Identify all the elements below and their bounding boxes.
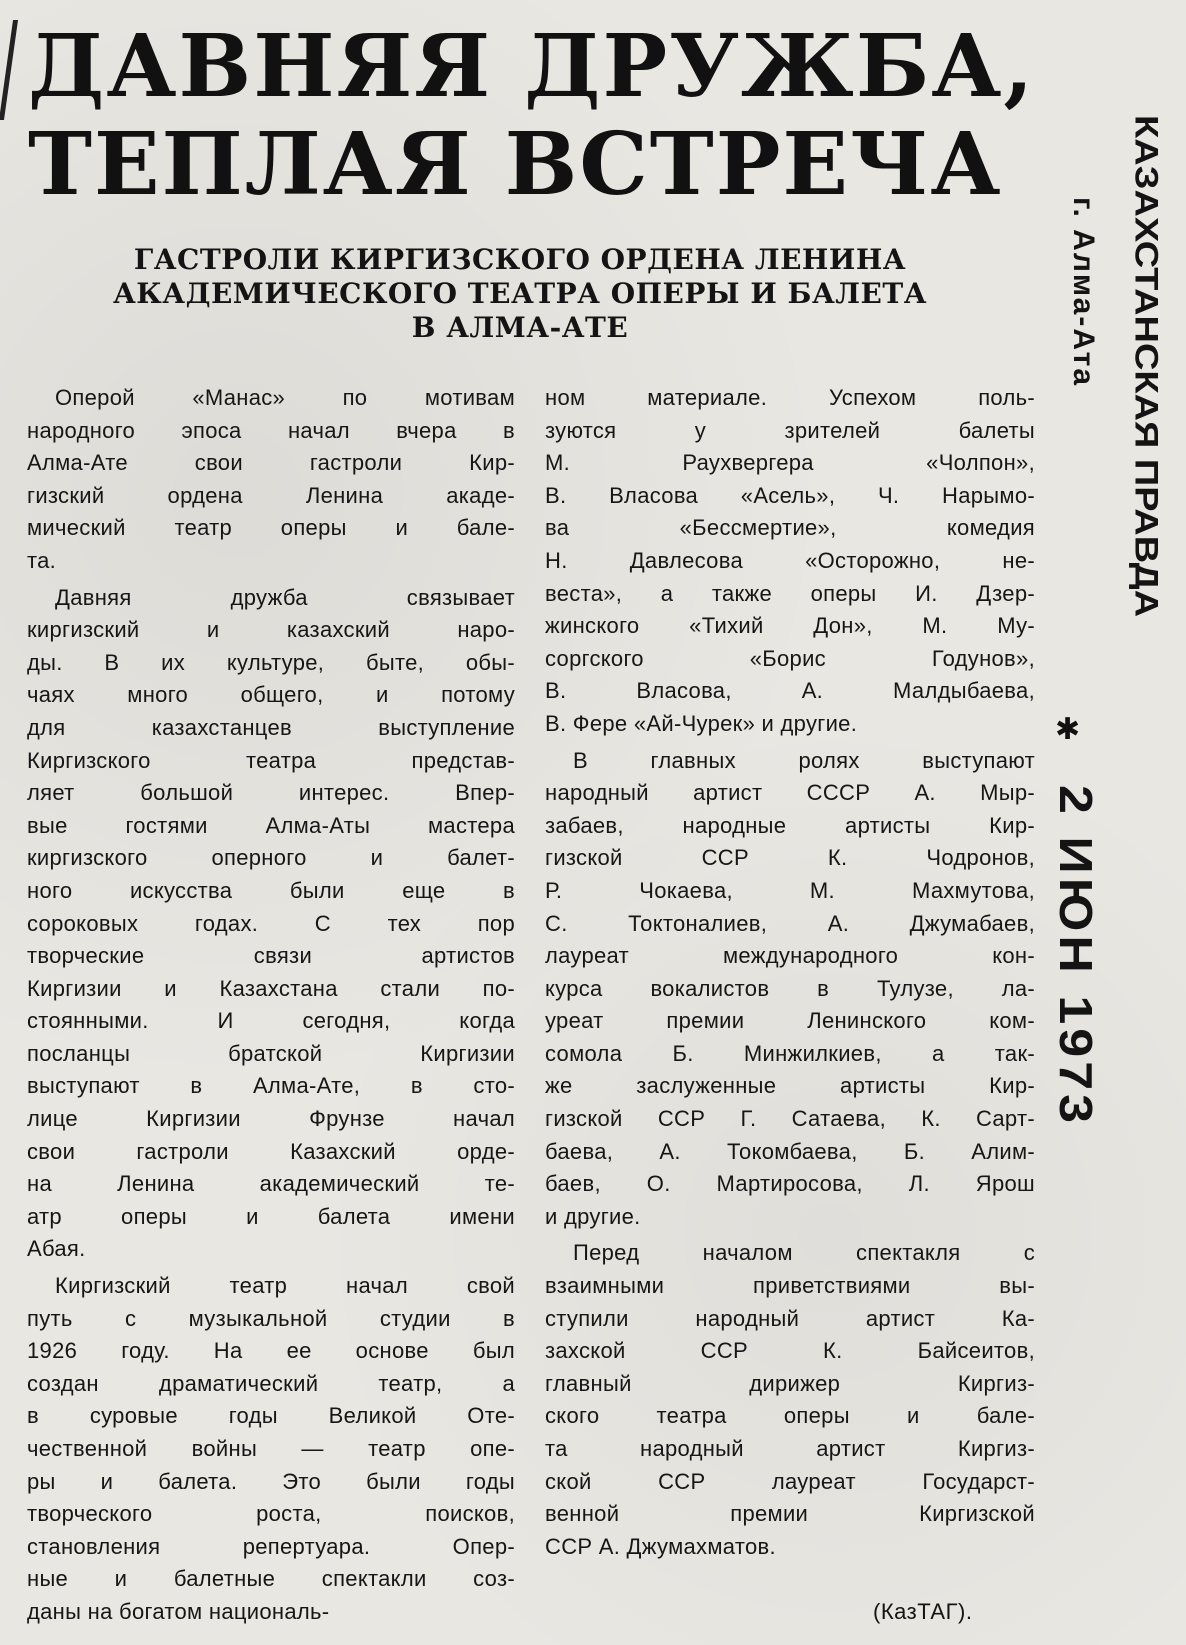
- article-line: даны на богатом националь-: [27, 1598, 330, 1624]
- agency-signoff: (КазТАГ).: [873, 1599, 973, 1624]
- article-line: ССР А. Джумахматов.: [545, 1533, 776, 1559]
- article-line: Киргизский театр начал свой: [55, 1273, 515, 1299]
- article-line: же заслуженные артисты Кир-: [545, 1073, 1035, 1099]
- article-line: Н. Давлесова «Осторожно, не-: [545, 547, 1035, 573]
- article-line: В. Власова, А. Малдыбаева,: [545, 678, 1035, 704]
- article-line: уреат премии Ленинского ком-: [545, 1008, 1035, 1034]
- article-line: ва «Бессмертие», комедия: [545, 515, 1035, 541]
- article-line: ступили народный артист Ка-: [545, 1305, 1035, 1331]
- article-line: та народный артист Киргиз-: [545, 1436, 1035, 1461]
- subheadline-line-2: АКАДЕМИЧЕСКОГО ТЕАТРА ОПЕРЫ И БАЛЕТА: [112, 277, 928, 310]
- article-line: в суровые годы Великой Оте-: [27, 1403, 515, 1429]
- article-line: гизской ССР Г. Сатаева, К. Сарт-: [545, 1106, 1035, 1132]
- article-line: С. Токтоналиев, А. Джумабаев,: [545, 910, 1035, 936]
- headline: [28, 16, 1036, 215]
- article-line: народного эпоса начал вчера в: [27, 417, 515, 443]
- article-line: 1926 году. На ее основе был: [27, 1338, 515, 1364]
- article-line: соргского «Борис Годунов»,: [545, 645, 1035, 671]
- article-line: захской ССР К. Байсеитов,: [545, 1338, 1035, 1364]
- subheadline-line-1: ГАСТРОЛИ КИРГИЗСКОГО ОРДЕНА ЛЕНИНА: [133, 243, 907, 276]
- article-line: гизской ССР К. Чодронов,: [545, 845, 1035, 871]
- article-line: Абая.: [27, 1236, 86, 1262]
- article-line: Р. Чокаева, М. Махмутова,: [545, 877, 1035, 903]
- newspaper-city: г. Алма-Ата: [1067, 197, 1100, 388]
- article-line: создан драматический театр, а: [27, 1370, 515, 1396]
- article-line: чественной войны — театр опе-: [27, 1436, 515, 1461]
- article-line: забаев, народные артисты Кир-: [545, 812, 1035, 838]
- article-line: Перед началом спектакля с: [573, 1240, 1035, 1266]
- stamp-star-icon: ✱: [1055, 713, 1081, 746]
- article-line: В главных ролях выступают: [573, 747, 1035, 773]
- article-column-left: [27, 382, 515, 1629]
- headline-line-1: ДАВНЯЯ ДРУЖБА,: [28, 16, 1036, 117]
- article-line: баева, А. Токомбаева, Б. Алим-: [545, 1138, 1035, 1164]
- article-line: лауреат международного кон-: [545, 943, 1035, 969]
- article-line: В. Фере «Ай-Чурек» и другие.: [545, 710, 858, 736]
- article-line: творческие связи артистов: [27, 943, 515, 969]
- article-line: на Ленина академический те-: [27, 1171, 515, 1197]
- article-line: творческого роста, поисков,: [27, 1501, 515, 1527]
- article-line: курса вокалистов в Тулузе, ла-: [545, 975, 1035, 1001]
- article-line: атр оперы и балета имени: [27, 1203, 515, 1229]
- article-line: Оперой «Манас» по мотивам: [55, 385, 515, 410]
- article-line: путь с музыкальной студии в: [27, 1305, 515, 1331]
- article-line: киргизский и казахский наро-: [27, 617, 515, 643]
- article-line: выступают в Алма-Ате, в сто-: [27, 1073, 515, 1099]
- newspaper-name: КАЗАХСТАНСКАЯ ПРАВДА: [1127, 115, 1164, 618]
- article-line: ляет большой интерес. Впер-: [27, 780, 515, 806]
- article-line: жинского «Тихий Дон», М. Му-: [545, 613, 1035, 639]
- article-line: ской ССР лауреат Государст-: [545, 1468, 1035, 1494]
- article-line: Киргизии и Казахстана стали по-: [27, 975, 515, 1001]
- article-line: ры и балета. Это были годы: [27, 1468, 515, 1494]
- article-line: народный артист СССР А. Мыр-: [545, 780, 1035, 806]
- article-line: посланцы братской Киргизии: [27, 1040, 515, 1066]
- article-line: веста», а также оперы И. Дзер-: [545, 580, 1035, 606]
- article-line: взаимными приветствиями вы-: [545, 1273, 1035, 1299]
- article-line: зуются у зрителей балеты: [545, 417, 1035, 443]
- article-line: та.: [27, 547, 57, 573]
- article-line: В. Власова «Асель», Ч. Нарымо-: [545, 482, 1035, 508]
- article-line: М. Раухвергера «Чолпон»,: [545, 450, 1035, 476]
- headline-line-2: ТЕПЛАЯ ВСТРЕЧА: [28, 114, 1003, 215]
- subheadline: [40, 243, 1000, 345]
- article-line: Алма-Ате свои гастроли Кир-: [27, 450, 515, 476]
- article-line: ского театра оперы и бале-: [545, 1403, 1035, 1429]
- article-line: сомола Б. Минжилкиев, а так-: [545, 1040, 1035, 1066]
- article-line: венной премии Киргизской: [545, 1501, 1035, 1527]
- article-line: ном материале. Успехом поль-: [545, 385, 1035, 410]
- article-line: сороковых годах. С тех пор: [27, 910, 515, 936]
- article-line: Киргизского театра представ-: [27, 747, 515, 773]
- article-line: лице Киргизии Фрунзе начал: [27, 1106, 515, 1132]
- article-line: главный дирижер Киргиз-: [545, 1370, 1035, 1396]
- article-line: киргизского оперного и балет-: [27, 845, 515, 871]
- article-line: баев, О. Мартиросова, Л. Ярош: [545, 1171, 1035, 1197]
- article-line: для казахстанцев выступление: [27, 714, 515, 740]
- article-line: свои гастроли Казахский орде-: [27, 1138, 515, 1164]
- article-line: ные и балетные спектакли соз-: [27, 1566, 515, 1592]
- article-line: ды. В их культуре, быте, обы-: [27, 649, 515, 675]
- article-column-right: [545, 382, 1035, 1563]
- article-line: Давняя дружба связывает: [55, 584, 515, 610]
- article-line: вые гостями Алма-Аты мастера: [27, 812, 515, 838]
- article-line: становления репертуара. Опер-: [27, 1533, 515, 1559]
- article-line: ного искусства были еще в: [27, 877, 515, 903]
- article-line: чаях много общего, и потому: [27, 682, 515, 708]
- cut-edge-mark: [0, 20, 26, 120]
- article-line: стоянными. И сегодня, когда: [27, 1008, 515, 1034]
- article-line: и другие.: [545, 1203, 641, 1229]
- subheadline-line-3: В АЛМА-АТЕ: [411, 311, 629, 344]
- date-stamp: 2 ИЮН 1973: [1049, 785, 1102, 1128]
- article-line: мический театр оперы и бале-: [27, 515, 515, 541]
- article-line: гизский ордена Ленина акаде-: [27, 482, 515, 508]
